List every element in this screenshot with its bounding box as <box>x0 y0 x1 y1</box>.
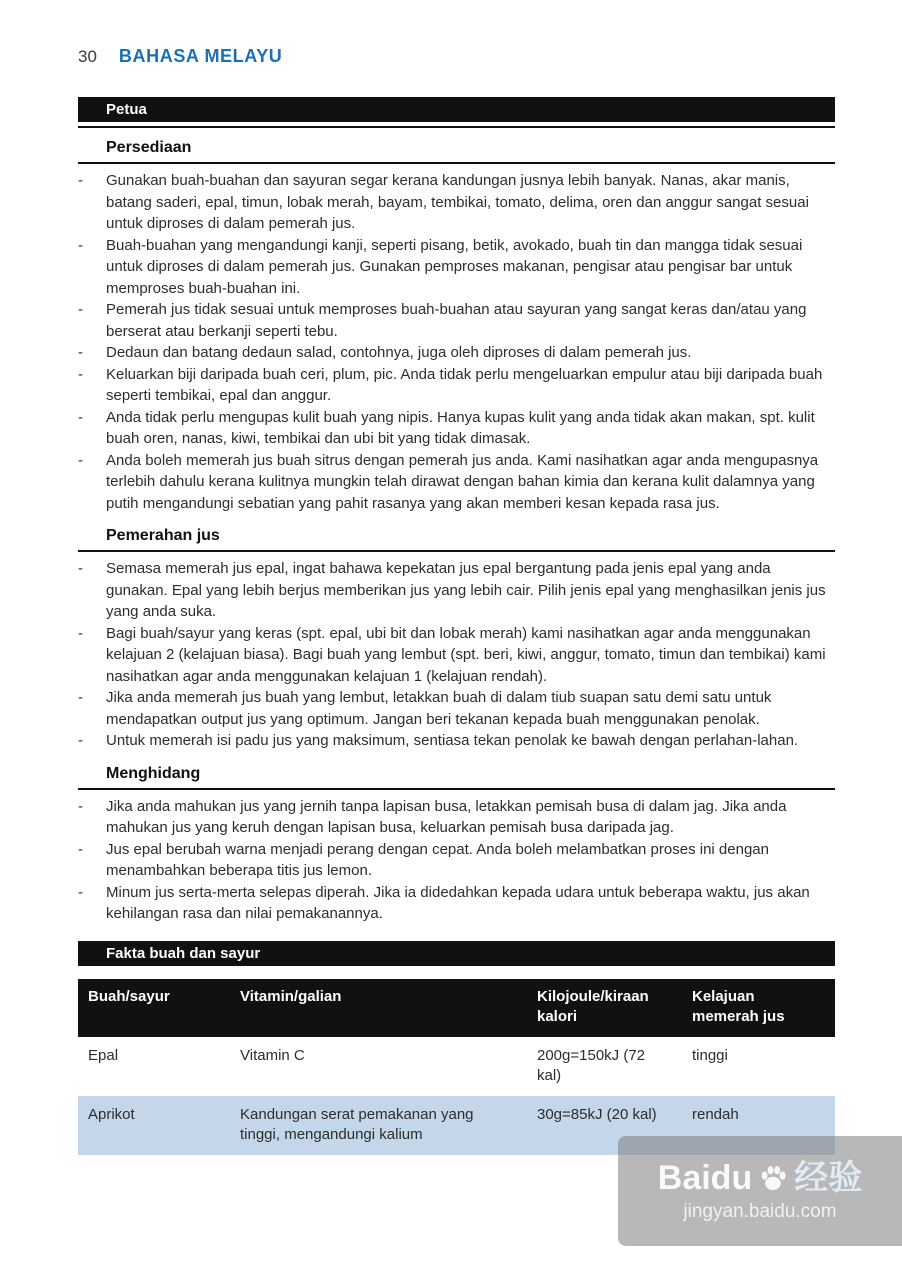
list-item <box>78 450 835 515</box>
section-persediaan <box>78 137 835 514</box>
list-item-text: Dedaun dan batang dedaun salad, contohnya, juga oleh diproses di dalam pemerah jus. <box>106 344 692 361</box>
list-item <box>78 730 835 752</box>
bullet-dash: - <box>78 840 83 858</box>
language-title: BAHASA MELAYU <box>118 46 283 66</box>
bullet-dash: - <box>78 451 83 469</box>
table-header-row <box>78 979 835 1037</box>
fakta-bar: Fakta buah dan sayur <box>78 941 835 966</box>
list-item <box>78 170 835 235</box>
column-header-vitamin-galian: Vitamin/galian <box>230 979 527 1037</box>
list-item <box>78 342 835 364</box>
table-cell: Aprikot <box>78 1096 230 1155</box>
bullet-dash: - <box>78 560 83 577</box>
list-item <box>78 235 835 300</box>
baidu-paw-icon <box>758 1163 788 1193</box>
baidu-brand-cn: 经验 <box>794 1158 863 1197</box>
list-item-text: Gunakan buah-buahan dan sayuran segar kerana kandungan jusnya lebih banyak. Nanas, akar manis, batang saderi, epal, timun, lobak merah, bayam, tembikai, tomato, delima, oren dan anggur sangat sesuai untuk diproses di dalam pemerah jus. <box>106 172 809 232</box>
list-item-text: Minum jus serta-merta selepas diperah. Jika ia didedahkan kepada udara untuk beberapa waktu, jus akan kehilangan rasa dan nilai pemakanannya. <box>106 883 810 922</box>
section-heading-menghidang: Menghidang <box>78 763 835 790</box>
list-item <box>78 882 835 925</box>
bullet-dash: - <box>78 344 83 361</box>
section-menghidang <box>78 763 835 925</box>
fact-table <box>78 979 835 1155</box>
bullet-dash: - <box>78 732 83 749</box>
page-header <box>78 46 835 67</box>
section-heading-persediaan: Persediaan <box>78 137 835 164</box>
baidu-brand-en: Baidu <box>657 1158 753 1197</box>
list-item <box>78 558 835 623</box>
list-item <box>78 687 835 730</box>
section-heading-pemerahan-jus: Pemerahan jus <box>78 525 835 552</box>
watermark-url: jingyan.baidu.com <box>683 1200 837 1222</box>
table-cell: 30g=85kJ (20 kal) <box>527 1096 682 1155</box>
column-header-kilojoule: Kilojoule/kiraan kalori <box>527 979 682 1037</box>
table-cell: Vitamin C <box>230 1037 527 1096</box>
bullet-dash: - <box>78 689 83 706</box>
baidu-logo-text <box>658 1160 862 1196</box>
baidu-watermark <box>618 1136 902 1246</box>
persediaan-list <box>78 170 835 514</box>
section-pemerahan-jus <box>78 525 835 752</box>
list-item <box>78 364 835 407</box>
page-number: 30 <box>78 47 97 66</box>
list-item <box>78 796 835 839</box>
bullet-dash: - <box>78 236 83 254</box>
list-item-text: Jika anda mahukan jus yang jernih tanpa lapisan busa, letakkan pemisah busa di dalam jag. Jika anda mahukan jus yang keruh dengan lapisan busa, keluarkan pemisah busa daripada jag. <box>106 797 787 836</box>
bullet-dash: - <box>78 172 83 189</box>
list-item-text: Anda tidak perlu mengupas kulit buah yang nipis. Hanya kupas kulit yang anda tidak akan makan, spt. kulit buah oren, nanas, kiwi, tembikai dan ubi bit yang tidak dimasak. <box>106 408 815 447</box>
table-cell: Kandungan serat pemakanan yang tinggi, mengandungi kalium <box>230 1096 527 1155</box>
list-item-text: Jus epal berubah warna menjadi perang dengan cepat. Anda boleh melambatkan proses ini dengan menambahkan beberapa titis jus lemon. <box>106 840 769 879</box>
table-cell: 200g=150kJ (72 kal) <box>527 1037 682 1096</box>
column-header-buah-sayur: Buah/sayur <box>78 979 230 1037</box>
list-item-text: Untuk memerah isi padu jus yang maksimum, sentiasa tekan penolak ke bawah dengan perlahan-lahan. <box>106 732 799 749</box>
list-item <box>78 839 835 882</box>
bullet-dash: - <box>78 365 83 383</box>
petua-bar-rule <box>78 126 835 128</box>
list-item <box>78 407 835 450</box>
list-item-text: Pemerah jus tidak sesuai untuk memproses buah-buahan atau sayuran yang sangat keras dan/atau yang berserat atau berkanji seperti tebu. <box>106 301 807 340</box>
table-row-epal <box>78 1037 835 1096</box>
bullet-dash: - <box>78 797 83 815</box>
list-item-text: Buah-buahan yang mengandungi kanji, seperti pisang, betik, avokado, buah tin dan mangga tidak sesuai untuk diproses di dalam pemerah jus. Gunakan pemproses makanan, pengisar atau pengisar bar untuk memproses buah-buahan ini. <box>106 236 803 297</box>
list-item-text: Semasa memerah jus epal, ingat bahawa kepekatan jus epal bergantung pada jenis epal yang anda gunakan. Epal yang lebih berjus memberikan jus yang lebih cair. Pilih jenis epal yang menghasilkan jenis jus yang anda suka. <box>106 560 826 620</box>
table-cell: tinggi <box>682 1037 835 1096</box>
table-cell: Epal <box>78 1037 230 1096</box>
bullet-dash: - <box>78 624 83 642</box>
list-item-text: Anda boleh memerah jus buah sitrus dengan pemerah jus anda. Kami nasihatkan agar anda mengupasnya terlebih dahulu kerana kulitnya mungkin telah dirawat dengan bahan kimia dan kerana kulit dalamnya yang putih mengandungi sebatian yang pahit rasanya yang akan memberi kesan kepada rasa jus. <box>106 451 819 512</box>
bullet-dash: - <box>78 301 83 318</box>
list-item-text: Keluarkan biji daripada buah ceri, plum, pic. Anda tidak perlu mengeluarkan empulur atau biji daripada buah seperti tembikai, epal dan anggur. <box>106 365 823 404</box>
bullet-dash: - <box>78 883 83 901</box>
petua-bar: Petua <box>78 97 835 122</box>
menghidang-list <box>78 796 835 925</box>
list-item-text: Bagi buah/sayur yang keras (spt. epal, ubi bit dan lobak merah) kami nasihatkan agar anda menggunakan kelajuan 2 (kelajuan biasa). Bagi buah yang lembut (spt. beri, kiwi, anggur, tomato, timun dan tembikai) kami nasihatkan agar anda menggunakan kelajuan 1 (kelajuan rendah). <box>106 624 826 685</box>
bullet-dash: - <box>78 408 83 426</box>
pemerahan-jus-list <box>78 558 835 752</box>
list-item-text: Jika anda memerah jus buah yang lembut, letakkan buah di dalam tiub suapan satu demi satu untuk mendapatkan output jus yang optimum. Jangan beri tekanan kepada buah menggunakan penolak. <box>106 689 772 728</box>
column-header-kelajuan: Kelajuan memerah jus <box>682 979 835 1037</box>
table-cell: rendah <box>682 1096 835 1155</box>
list-item <box>78 299 835 342</box>
list-item <box>78 623 835 688</box>
